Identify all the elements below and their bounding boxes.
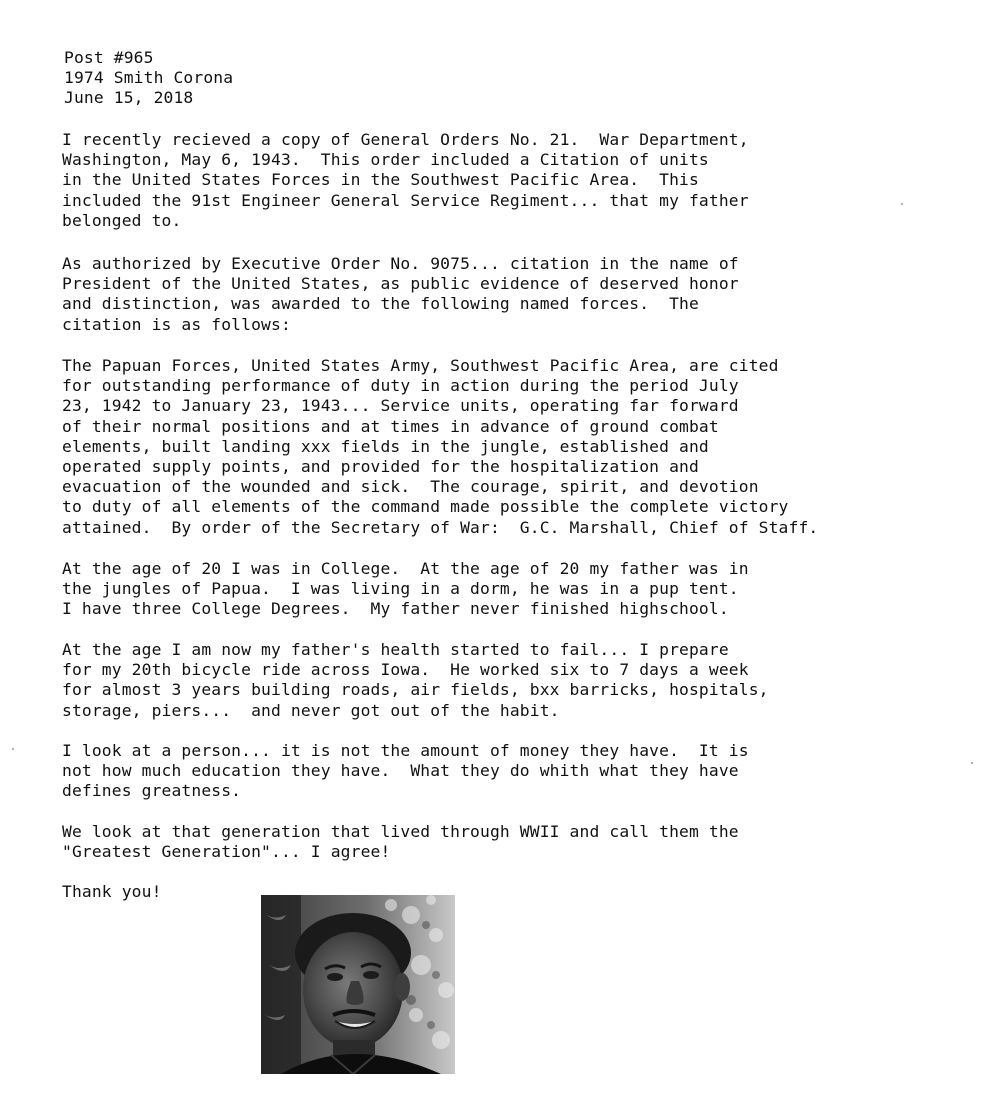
text-line: in the United States Forces in the Southwest Pacific Area. This [62,170,699,190]
paragraph-age-now [62,640,769,721]
text-line: defines greatness. [62,781,242,801]
text-line: At the age of 20 I was in College. At the age of 20 my father was in [62,559,749,578]
paragraph-general-orders [62,130,749,231]
text-line: At the age I am now my father's health started to fail... I prepare [62,640,729,659]
paragraph-generation [62,822,739,862]
text-line: We look at that generation that lived through WWII and call them the [62,822,739,841]
text-line: citation is as follows: [62,314,291,334]
text-line: The Papuan Forces, United States Army, Southwest Pacific Area, are cited [62,356,779,375]
text-line: "Greatest Generation"... I agree! [62,842,391,862]
paper-speck [901,203,903,205]
text-line: I have three College Degrees. My father never finished highschool. [62,599,729,619]
text-line: I look at a person... it is not the amount of money they have. It is [62,741,749,760]
paragraph-greatness [62,741,749,802]
text-line: not how much education they have. What they do whith what they have [62,761,739,781]
paper-speck [12,748,14,750]
text-line: for almost 3 years building roads, air fields, bxx barricks, hospitals, [62,680,769,700]
post-number: Post #965 [64,48,154,67]
paragraph-executive-order [62,254,739,335]
text-line: to duty of all elements of the command made possible the complete victory [62,497,789,517]
text-line: Thank you! [62,882,162,901]
letter-header [64,48,233,109]
typewriter-model: 1974 Smith Corona [64,68,234,88]
text-line: for my 20th bicycle ride across Iowa. He worked six to 7 days a week [62,660,749,680]
text-line: I recently recieved a copy of General Orders No. 21. War Department, [62,130,749,149]
text-line: Washington, May 6, 1943. This order included a Citation of units [62,150,709,170]
text-line: for outstanding performance of duty in action during the period July [62,376,739,396]
text-line: and distinction, was awarded to the following named forces. The [62,294,699,314]
text-line: operated supply points, and provided for the hospitalization and [62,457,699,477]
text-line: storage, piers... and never got out of the habit. [62,700,560,720]
text-line: the jungles of Papua. I was living in a dorm, he was in a pup tent. [62,579,739,599]
text-line: included the 91st Engineer General Service Regiment... that my father [62,190,749,210]
portrait-illustration [261,895,455,1074]
closing-thanks [62,882,162,902]
text-line: elements, built landing xxx fields in the jungle, established and [62,436,709,456]
paragraph-citation [62,356,818,538]
text-line: 23, 1942 to January 23, 1943... Service units, operating far forward [62,396,739,416]
paragraph-age-twenty [62,559,749,620]
portrait-photo [261,895,455,1074]
text-line: As authorized by Executive Order No. 9075... citation in the name of [62,254,739,273]
text-line: attained. By order of the Secretary of War: G.C. Marshall, Chief of Staff. [62,517,819,537]
text-line: of their normal positions and at times in advance of ground combat [62,416,719,436]
text-line: evacuation of the wounded and sick. The courage, spirit, and devotion [62,477,759,497]
text-line: President of the United States, as public evidence of deserved honor [62,274,739,294]
paper-speck [971,762,973,764]
letter-date: June 15, 2018 [64,88,194,108]
text-line: belonged to. [62,210,182,230]
